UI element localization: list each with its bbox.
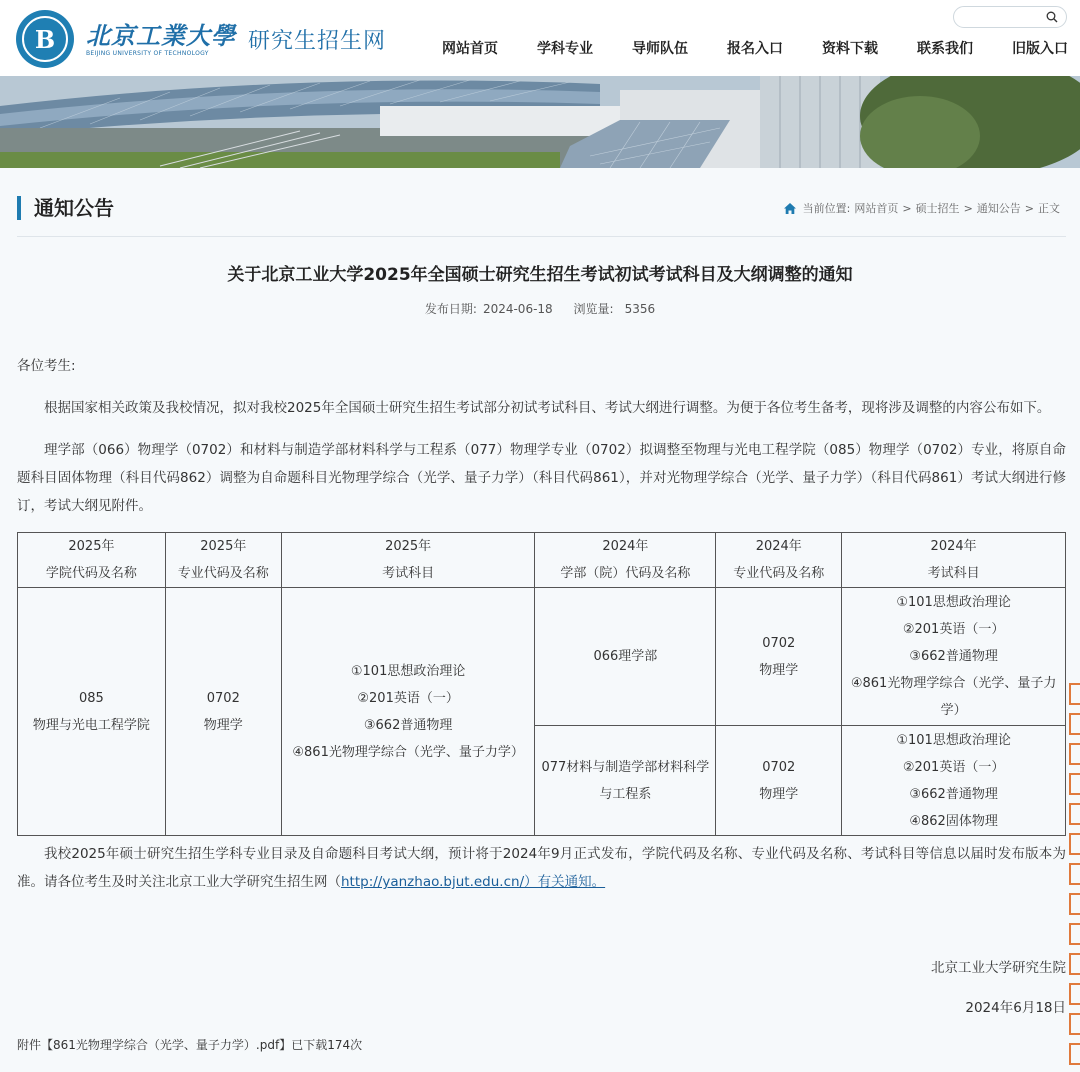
header-subjects-2024: 2024年 考试科目 [842, 533, 1066, 588]
table-row [18, 588, 1066, 726]
attachment-prefix: 附件【 [17, 1038, 54, 1052]
cell-college-2025: 085 物理与光电工程学院 [18, 588, 166, 836]
campus-banner-image [0, 76, 1080, 168]
header-college-2025: 2025年 学院代码及名称 [18, 533, 166, 588]
date-label: 发布日期: [424, 302, 477, 316]
nav-item-downloads[interactable]: 资料下载 [822, 41, 878, 57]
attachment-file-link[interactable]: 861光物理学综合（光学、量子力学）.pdf [53, 1038, 280, 1052]
nav-item-supervisors[interactable]: 导师队伍 [632, 41, 688, 57]
logo-emblem-mark: B [22, 16, 68, 62]
nav-item-home[interactable]: 网站首页 [442, 41, 498, 57]
paragraph-notice-text: 我校2025年硕士研究生招生学科专业目录及自命题科目考试大纲，预计将于2024年9月正式发布，学院代码及名称、专业代码及名称、考试科目等信息以届时发布版本为准。请各位考生及时关注北京工业大学研究生招生网（ [17, 846, 1066, 890]
signature: 北京工业大学研究生院 [931, 960, 1066, 976]
breadcrumb-notices[interactable]: 通知公告 [976, 202, 1021, 215]
search-icon[interactable] [1046, 11, 1058, 23]
nav-item-contact[interactable]: 联系我们 [917, 41, 973, 57]
paragraph-adjustment: 理学部（066）物理学（0702）和材料与制造学部材料科学与工程系（077）物理学专业（0702）拟调整至物理与光电工程学院（085）物理学（0702）专业，将原自命题科目固体物理（科目代码862）调整为自命题科目光物理学综合（光学、量子力学）（科目代码861），并对光物理学综合（光学、量子力学）（科目代码861）考试大纲进行修订，考试大纲见附件。 [17, 442, 1066, 514]
nav-item-registration[interactable]: 报名入口 [727, 41, 783, 57]
site-header [0, 0, 1080, 76]
cell-major-2025: 0702 物理学 [165, 588, 281, 836]
paragraph-intro: 根据国家相关政策及我校情况，拟对我校2025年全国硕士研究生招生考试部分初试考试科目、考试大纲进行调整。为便于各位考生备考，现将涉及调整的内容公布如下。 [44, 400, 1051, 416]
home-icon [783, 202, 797, 215]
publish-date: 2024-06-18 [482, 302, 553, 316]
cell-subjects-2024: ①101思想政治理论 ②201英语（一） ③662普通物理 ④861光物理学综合（光学、量子力学） [842, 588, 1066, 726]
article-meta [0, 300, 1080, 317]
breadcrumb-prefix: 当前位置: [802, 202, 851, 215]
campus-banner-illustration [0, 76, 1080, 168]
paragraph-notice [17, 840, 1066, 896]
main-nav [0, 38, 1080, 58]
breadcrumb-separator: > [902, 201, 912, 215]
cell-major-2024: 0702 物理学 [716, 726, 842, 836]
nav-item-old-version[interactable]: 旧版入口 [1012, 41, 1068, 57]
header-major-2024: 2024年 专业代码及名称 [716, 533, 842, 588]
table-header-row [18, 533, 1066, 588]
breadcrumb-masters[interactable]: 硕士招生 [915, 202, 960, 215]
subject-comparison-table [17, 532, 1066, 836]
search-box [953, 6, 1067, 28]
breadcrumb-home[interactable]: 网站首页 [854, 202, 899, 215]
section-title: 通知公告 [17, 196, 114, 220]
header-major-2025: 2025年 专业代码及名称 [165, 533, 281, 588]
article-title: 关于北京工业大学2025年全国硕士研究生招生考试初试考试科目及大纲调整的通知 [227, 265, 853, 285]
breadcrumb [783, 200, 1064, 216]
breadcrumb-separator: > [1024, 201, 1034, 215]
main-content [0, 168, 1080, 1072]
breadcrumb-separator: > [963, 201, 973, 215]
search-input[interactable] [962, 7, 1052, 27]
header-dept-2024: 2024年 学部（院）代码及名称 [535, 533, 716, 588]
site-name: 研究生招生网 [248, 28, 387, 54]
admissions-site-link[interactable]: http://yanzhao.bjut.edu.cn/）有关通知。 [341, 874, 606, 890]
logo-cn: 北京工業大學 [86, 20, 236, 50]
title-divider [17, 236, 1066, 237]
cell-major-2024: 0702 物理学 [716, 588, 842, 726]
cell-dept-2024: 077材料与制造学部材料科学 与工程系 [535, 726, 716, 836]
cell-dept-2024: 066理学部 [535, 588, 716, 726]
cell-subjects-2025: ①101思想政治理论 ②201英语（一） ③662普通物理 ④861光物理学综合（光学、量子力学） [281, 588, 535, 836]
view-count: 5356 [624, 302, 656, 316]
attachment-download-count: 】已下载174次 [279, 1038, 363, 1052]
breadcrumb-current: 正文 [1038, 202, 1060, 215]
cell-subjects-2024: ①101思想政治理论 ②201英语（一） ③662普通物理 ④862固体物理 [842, 726, 1066, 836]
header-subjects-2025: 2025年 考试科目 [281, 533, 535, 588]
signature-date: 2024年6月18日 [965, 1000, 1066, 1016]
edge-decoration [1066, 680, 1080, 1072]
nav-item-disciplines[interactable]: 学科专业 [537, 41, 593, 57]
attachment [17, 1036, 362, 1053]
logo-en: BEIJING UNIVERSITY OF TECHNOLOGY [86, 49, 209, 57]
salutation: 各位考生: [17, 358, 76, 374]
views-label: 浏览量: [573, 302, 614, 316]
